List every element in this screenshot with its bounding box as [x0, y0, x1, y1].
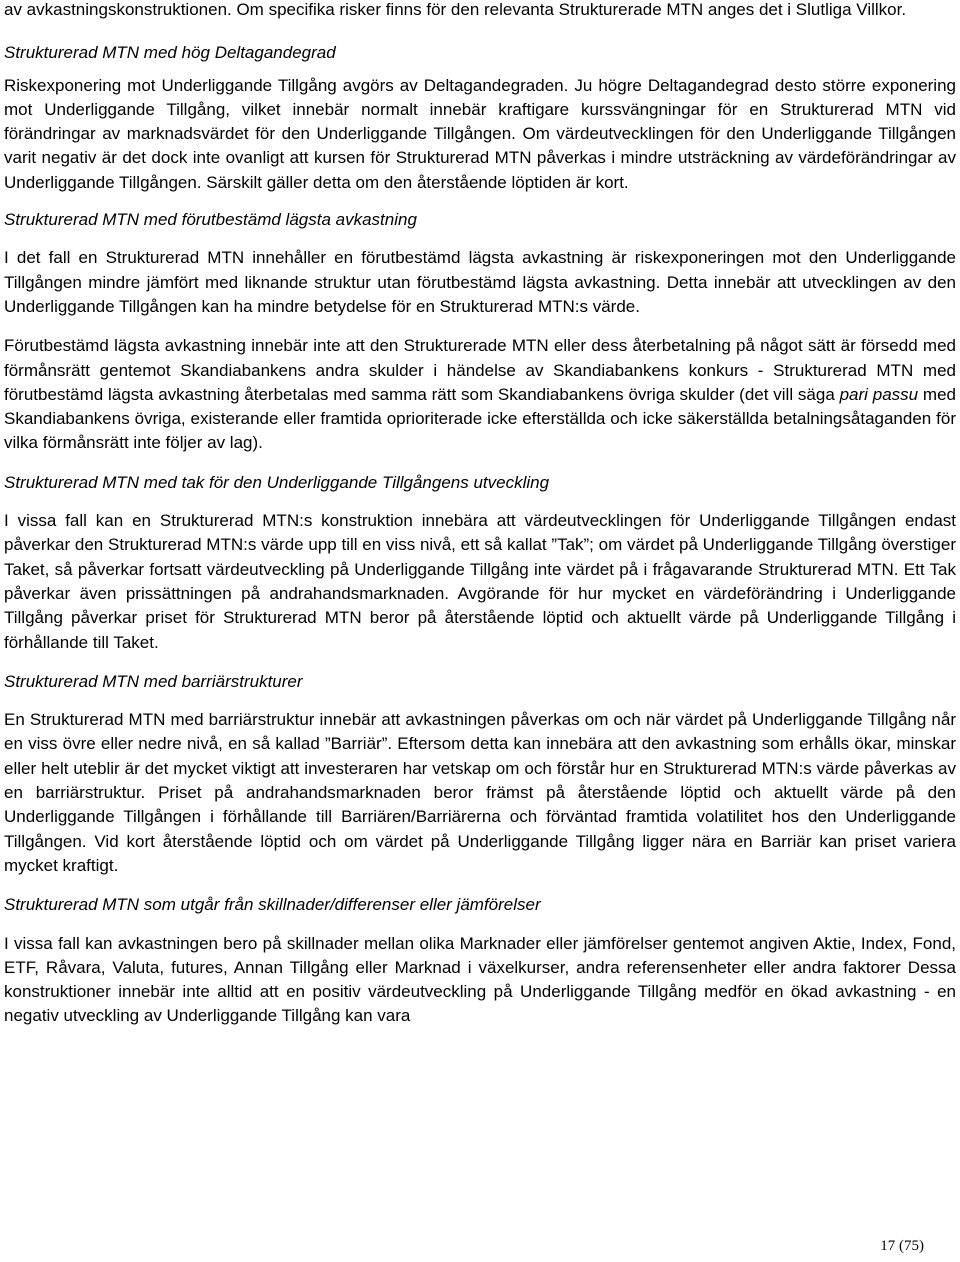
section-heading-skillnader: Strukturerad MTN som utgår från skillnader/differenser eller jämförelser [4, 895, 541, 915]
paragraph-skillnader: I vissa fall kan avkastningen bero på skillnader mellan olika Marknader eller jämförelser gentemot angiven Aktie, Index, Fond, ETF, Råvara, Valuta, futures, Annan Tillgång eller Marknad i växelkurser, andra referensenheter eller andra faktorer Dessa konstruktioner innebär inte alltid att en positiv värdeutveckling på Underliggande Tillgång medför en ökad avkastning - en negativ utveckling av Underliggande Tillgång kan vara [4, 933, 956, 1026]
intro-paragraph: av avkastningskonstruktionen. Om specifika risker finns för den relevanta Strukturerade MTN anges det i Slutliga Villkor. [4, 0, 907, 19]
paragraph-formansratt-part-a: Förutbestämd lägsta avkastning innebär inte att den Strukturerade MTN eller dess återbetalning på något sätt är försedd med förmånsrätt gentemot Skandiabankens andra skulder i händelse av Skandiabankens konkurs - Strukturerad MTN med förutbestämd lägsta avkastning återbetalas med samma rätt som Skandiabankens övriga skulder (det vill säga [4, 336, 956, 404]
section-heading-tak: Strukturerad MTN med tak för den Underliggande Tillgångens utveckling [4, 472, 550, 492]
paragraph-lagsta-avkastning-text: I det fall en Strukturerad MTN innehåller en förutbestämd lägsta avkastning är riskexponeringen mot den Underliggande Tillgången mindre jämfört med liknande struktur utan förutbestämd lägsta avkastning. Detta innebär att utvecklingen av den Underliggande Tillgången kan ha mindre betydelse för en Strukturerad MTN:s värde. [4, 248, 956, 316]
paragraph-tak: I vissa fall kan en Strukturerad MTN:s konstruktion innebära att värdeutvecklingen för Underliggande Tillgången endast påverkar den Strukturerad MTN:s värde upp till en viss nivå, ett så kallat ”Tak”; om värdet på Underliggande Tillgång överstiger Taket, så påverkar fortsatt värdeutveckling på Underliggande Tillgång inte värdet på i frågavarande Strukturerad MTN. Ett Tak påverkar även prissättningen på andrahandsmarknaden. Avgörande för hur mycket en värdeförändring i Underliggande Tillgång påverkar priset för Strukturerad MTN beror på återstående löptid och aktuellt värde på Underliggande Tillgång i förhållande till Taket. [4, 511, 956, 652]
paragraph-formansratt-part-b: med Skandiabankens övriga, existerande eller framtida oprioriterade icke efterställda och icke säkerställda betalningsåtaganden för vilka förmånsrätt inte följer av lag). [4, 384, 957, 453]
paragraph-lagsta-avkastning [4, 246, 956, 319]
page-number: 17 (75) [880, 1238, 924, 1254]
section-heading-deltagandegrad: Strukturerad MTN med hög Deltagandegrad [4, 43, 336, 63]
paragraph-formansratt [4, 334, 956, 455]
paragraph-deltagandegrad: Riskexponering mot Underliggande Tillgång avgörs av Deltagandegraden. Ju högre Deltagandegrad desto större exponering mot Underliggande Tillgång, vilket innebär normalt innebär kraftigare kurssvängningar för en Strukturerad MTN vid förändringar av marknadsvärdet för den Underliggande Tillgången. Om värdeutvecklingen för den Underliggande Tillgången varit negativ är det dock inte ovanligt att kursen för Strukturerad MTN påverkas i mindre utsträckning av värdeförändringar av Underliggande Tillgången. Särskilt gäller detta om den återstående löptiden är kort. [4, 75, 956, 192]
paragraph-barriar: En Strukturerad MTN med barriärstruktur innebär att avkastningen påverkas om och när värdet på Underliggande Tillgång når en viss övre eller nedre nivå, en så kallad ”Barriär”. Eftersom detta kan innebära att den avkastning som erhålls ökar, minskar eller helt uteblir är det mycket viktigt att investeraren har vetskap om och förstår hur en Strukturerad MTN:s värde påverkas av en barriärstruktur. Priset på andrahandsmarknaden beror främst på återstående löptid och aktuellt värde på den Underliggande Tillgången i förhållande till Barriären/Barriärerna och förväntad framtida volatilitet hos den Underliggande Tillgången. Vid kort återstående löptid och om värdet på Underliggande Tillgång ligger nära en Barriär kan priset variera mycket kraftigt. [4, 710, 956, 875]
document-page [4, 0, 956, 1029]
section-heading-barriar: Strukturerad MTN med barriärstrukturer [4, 671, 303, 691]
section-heading-lagsta-avkastning: Strukturerad MTN med förutbestämd lägsta avkastning [4, 210, 417, 230]
pari-passu-term: pari passu [839, 384, 919, 404]
